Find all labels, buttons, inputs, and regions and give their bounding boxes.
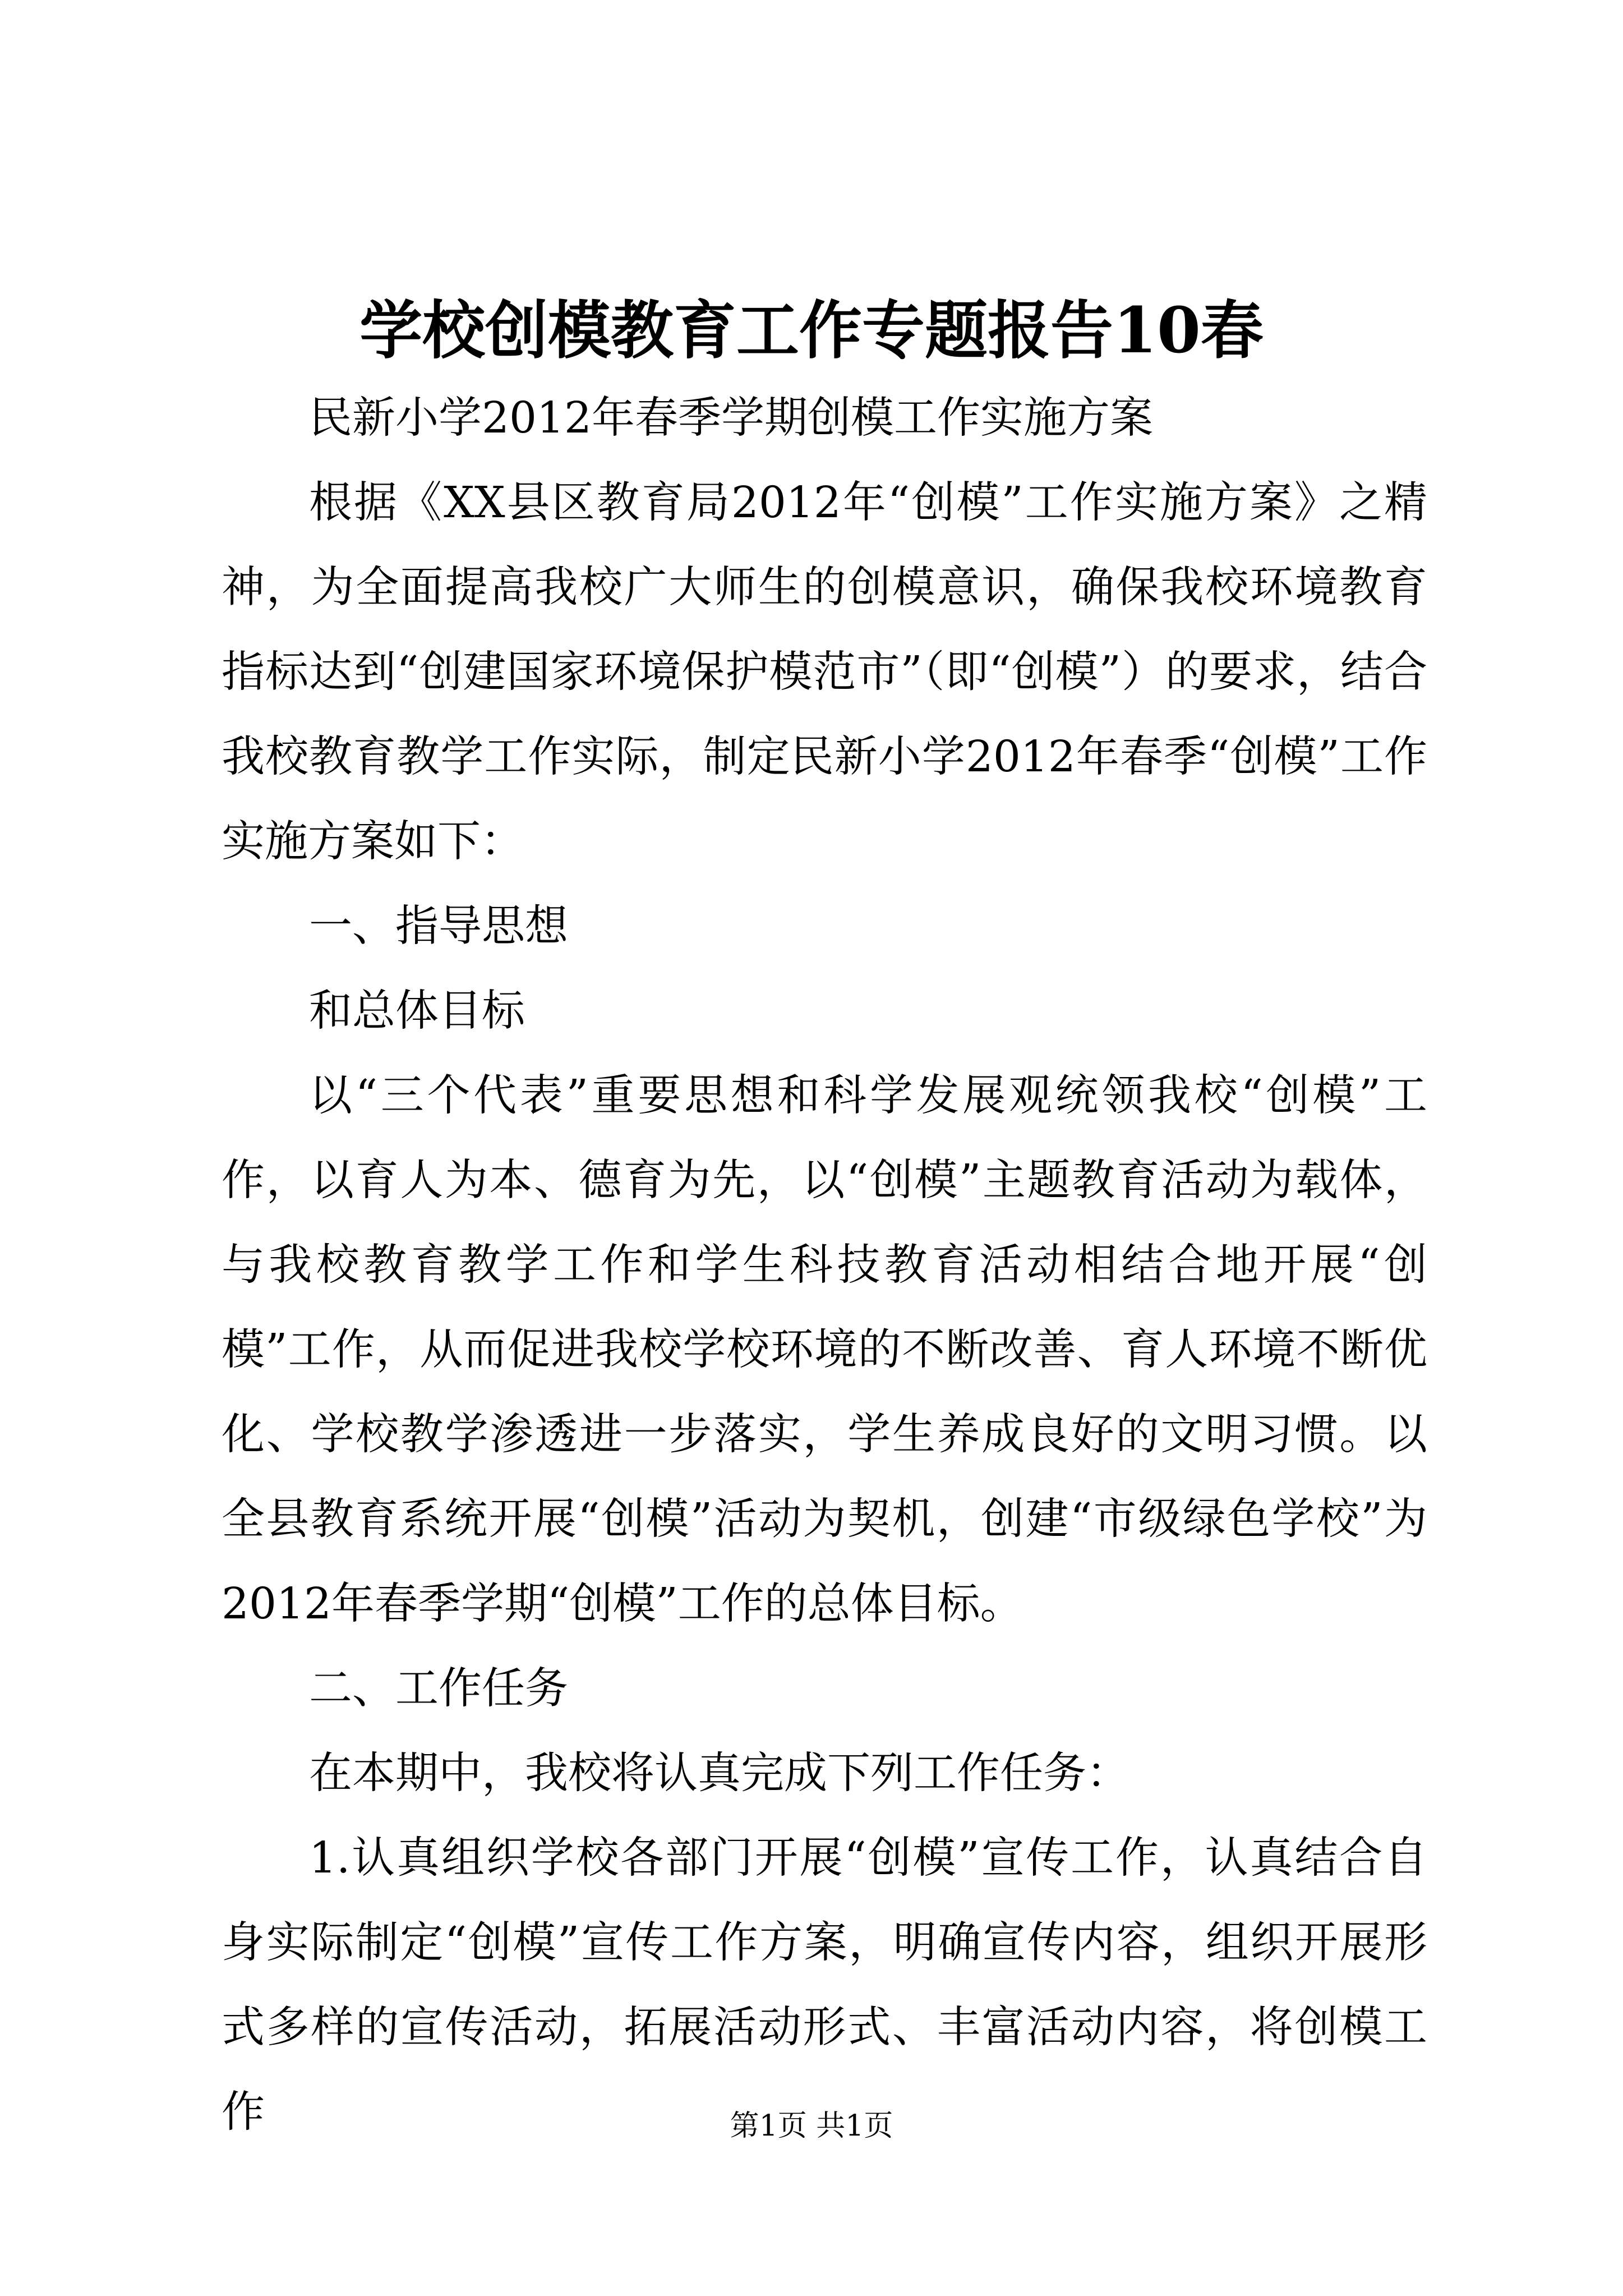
heading-guiding-thought: 一、指导思想	[309, 901, 568, 951]
paragraph-plan-name: 民新小学2012年春季学期创模工作实施方案	[309, 393, 1153, 443]
heading-work-tasks: 二、工作任务	[309, 1664, 568, 1714]
heading-overall-goal: 和总体目标	[309, 986, 525, 1036]
document-body	[222, 376, 1427, 2155]
paragraph-intro: 根据《XX县区教育局2012年“创模”工作实施方案》之精神，为全面提高我校广大师生的创模意识，确保我校环境教育指标达到“创建国家环境保护模范市”（即“创模”）的要求，结合我校教育教学工作实际，制定民新小学2012年春季“创模”工作实施方案如下：	[222, 478, 1427, 867]
page-footer: 第1页 共1页	[730, 2109, 893, 2143]
paragraph-tasks-intro: 在本期中，我校将认真完成下列工作任务：	[309, 1749, 1129, 1798]
paragraph-task-1: 1.认真组织学校各部门开展“创模”宣传工作，认真结合自身实际制定“创模”宣传工作方案，明确宣传内容，组织开展形式多样的宣传活动，拓展活动形式、丰富活动内容，将创模工作	[222, 1833, 1427, 2137]
paragraph-guiding-thought: 以“三个代表”重要思想和科学发展观统领我校“创模”工作，以育人为本、德育为先，以“创模”主题教育活动为载体，与我校教育教学工作和学生科技教育活动相结合地开展“创模”工作，从而促进我校学校环境的不断改善、育人环境不断优化、学校教学渗透进一步落实，学生养成良好的文明习惯。以全县教育系统开展“创模”活动为契机，创建“市级绿色学校”为2012年春季学期“创模”工作的总体目标。	[222, 1071, 1427, 1629]
document-title: 学校创模教育工作专题报告10春	[359, 294, 1264, 367]
